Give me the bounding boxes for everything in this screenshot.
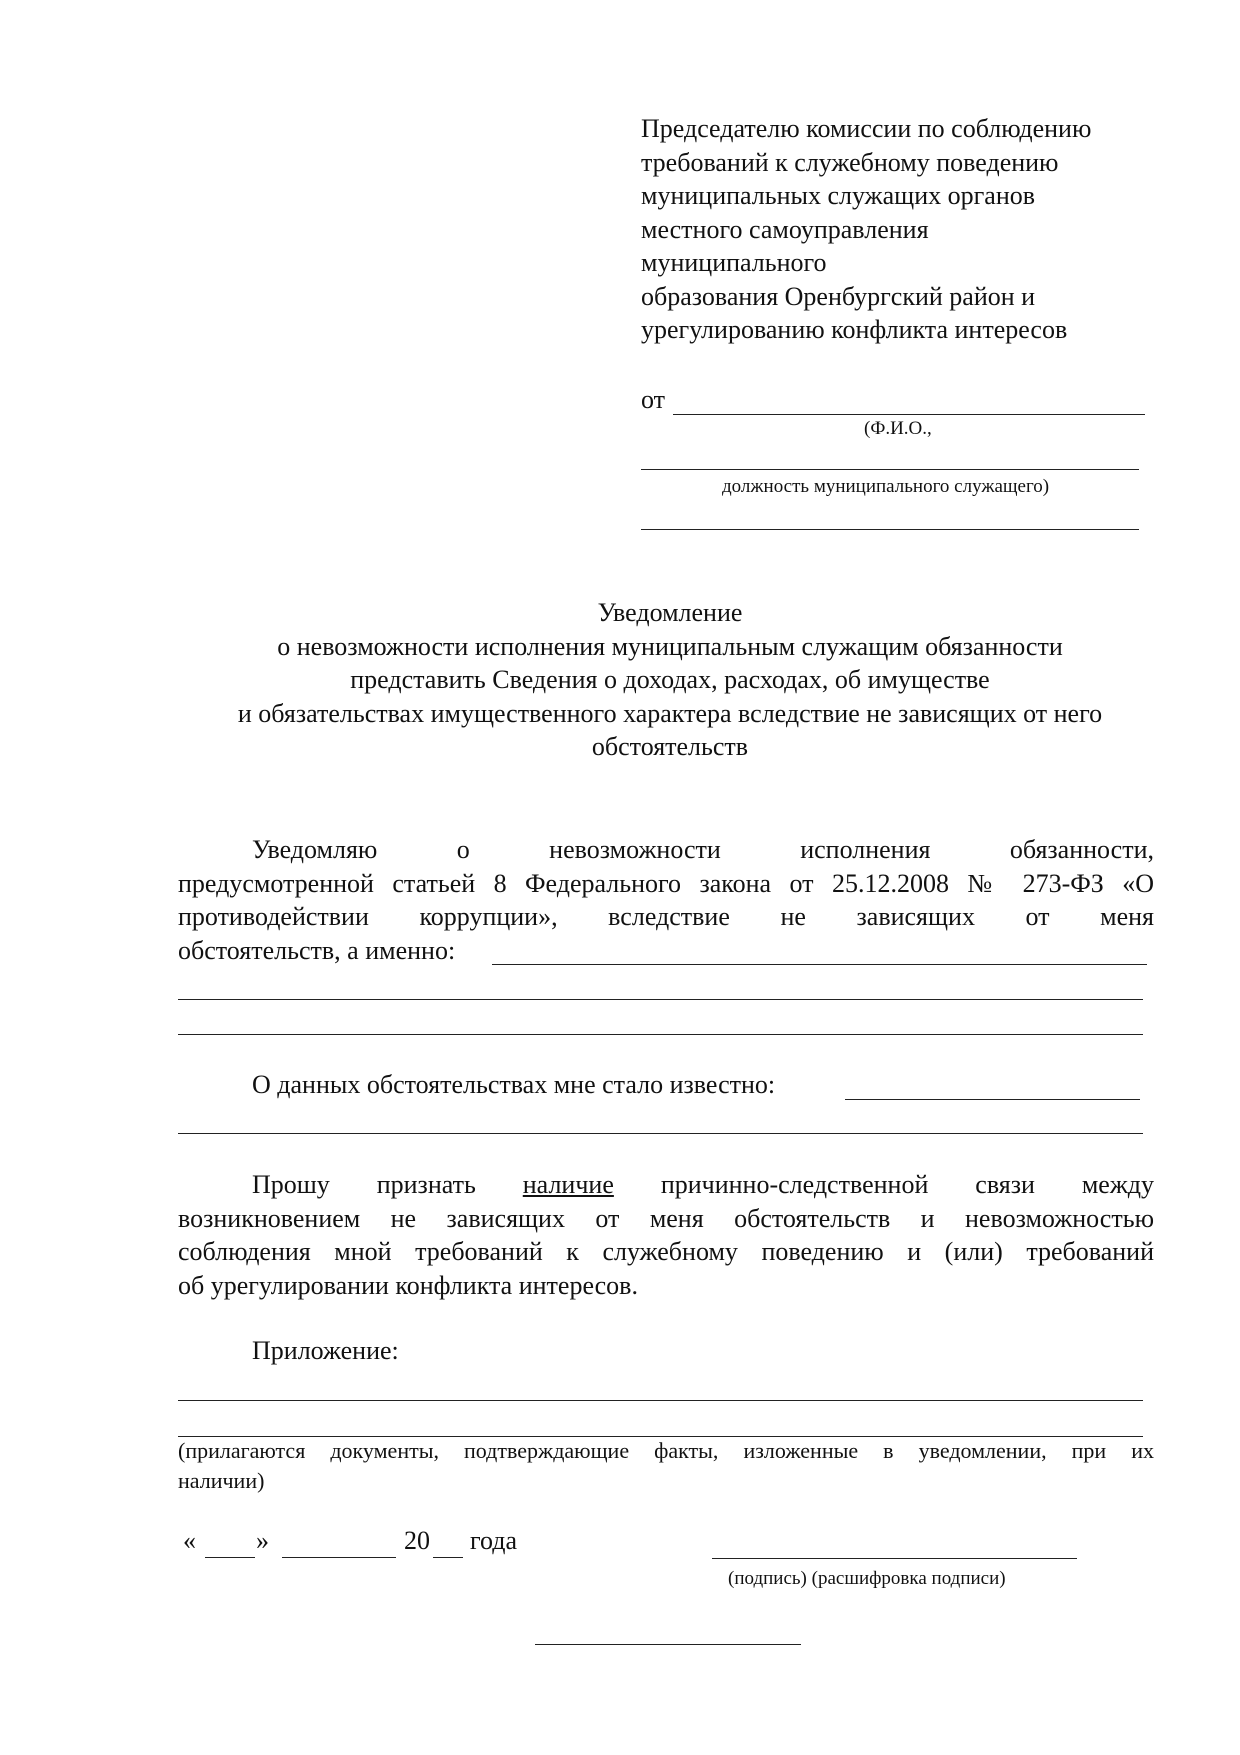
- circumstances-blank-line[interactable]: [492, 964, 1147, 965]
- note-line: наличии): [178, 1468, 265, 1493]
- year-blank-line[interactable]: [433, 1557, 463, 1558]
- addressee-line: местного самоуправления: [641, 214, 929, 244]
- signature-blank-line[interactable]: [712, 1558, 1077, 1559]
- notification-paragraph: [178, 833, 1154, 967]
- attachment-label: Приложение:: [252, 1336, 399, 1365]
- addressee-line: муниципальных служащих органов: [641, 181, 1036, 210]
- position-caption: должность муниципального служащего): [722, 476, 1050, 497]
- bottom-blank-line: [535, 1644, 801, 1645]
- position-blank-line[interactable]: [641, 469, 1139, 470]
- signature-caption: (подпись) (расшифровка подписи): [728, 1568, 1006, 1589]
- title-line: и обязательствах имущественного характера вследствие не зависящих от него: [237, 698, 1103, 728]
- attachment-blank-line[interactable]: [178, 1400, 1143, 1401]
- year-prefix: 20: [404, 1526, 430, 1555]
- paragraph-line: соблюдения мной требований к служебному поведению и (или) требований: [178, 1237, 1154, 1266]
- position-blank-line-2[interactable]: [641, 529, 1139, 530]
- paragraph-line: возникновением не зависящих от меня обстоятельств и невозможностью: [178, 1203, 1154, 1233]
- paragraph-line: предусмотренной статьей 8 Федерального закона от 25.12.2008 № 273-ФЗ «О: [178, 868, 1154, 898]
- request-first-line: [178, 1168, 1154, 1202]
- month-blank-line[interactable]: [282, 1557, 396, 1558]
- day-blank-line[interactable]: [205, 1557, 255, 1558]
- request-start: Прошу признать: [252, 1170, 476, 1199]
- known-circumstances-text: О данных обстоятельствах мне стало известно:: [252, 1070, 776, 1099]
- title-line: о невозможности исполнения муниципальным служащим обязанности: [277, 631, 1063, 661]
- title-line: представить Сведения о доходах, расходах, об имуществе: [350, 665, 990, 694]
- document-title: [150, 596, 1190, 764]
- addressee-line: образования Оренбургский район и: [641, 281, 1036, 311]
- from-label: от: [641, 385, 666, 414]
- attachment-note: [178, 1436, 1154, 1496]
- paragraph-line: об урегулировании конфликта интересов.: [178, 1270, 638, 1300]
- addressee-line: муниципального: [641, 248, 827, 277]
- title-line: обстоятельств: [591, 732, 749, 761]
- circumstances-blank-line-2[interactable]: [178, 999, 1143, 1000]
- addressee-line: требований к служебному поведению: [641, 147, 1059, 177]
- fio-blank-line[interactable]: [673, 414, 1145, 415]
- paragraph-line: противодействии коррупции», вследствие не зависящих от меня: [178, 902, 1154, 931]
- fio-caption: (Ф.И.О.,: [864, 418, 932, 439]
- date-close-quote: »: [256, 1526, 269, 1555]
- note-line: (прилагаются документы, подтверждающие факты, изложенные в уведомлении, при их: [178, 1438, 1154, 1463]
- paragraph-line: Уведомляю о невозможности исполнения обязанности,: [252, 835, 1154, 864]
- addressee-line: Председателю комиссии по соблюдению: [641, 114, 1092, 143]
- request-rest: причинно-следственной связи между: [660, 1170, 1155, 1199]
- title-line: Уведомление: [597, 598, 743, 627]
- addressee-block: [641, 112, 1161, 347]
- year-suffix: года: [470, 1526, 518, 1555]
- request-underlined-word: наличие: [522, 1170, 614, 1199]
- addressee-line: урегулированию конфликта интересов: [641, 315, 1068, 344]
- known-blank-line-2[interactable]: [178, 1133, 1143, 1134]
- known-date-blank-line[interactable]: [845, 1099, 1140, 1100]
- paragraph-line: обстоятельств, а именно:: [178, 935, 456, 965]
- date-open-quote: «: [183, 1526, 196, 1555]
- circumstances-blank-line-3[interactable]: [178, 1034, 1143, 1035]
- request-paragraph: [178, 1168, 1154, 1302]
